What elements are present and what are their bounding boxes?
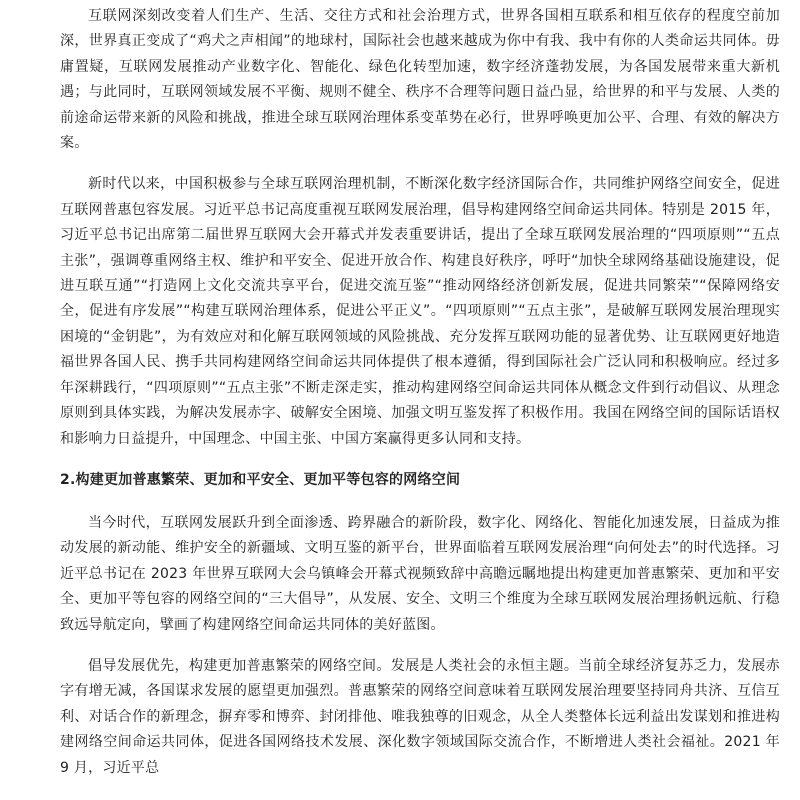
paragraph-development-priority: 倡导发展优先，构建更加普惠繁荣的网络空间。发展是人类社会的永恒主题。当前全球经济复苏乏力，发展赤字有增无减，各国谋求发展的愿望更加强烈。普惠繁荣的网络空间意味着互联网发展治理要坚持同舟共济、互信互利、对话合作的新理念，摒弃零和博弈、封闭排他、唯我独尊的旧观念，从全人类整体长远利益出发谋划和推进构建网络空间命运共同体，促进各国网络技术发展、深化数字领域国际交流合作，不断增进人类社会福祉。2021 年 9 月，习近平总 bbox=[60, 657, 780, 776]
section-heading: 2.构建更加普惠繁荣、更加和平安全、更加平等包容的网络空间 bbox=[60, 471, 461, 488]
document-page bbox=[60, 4, 780, 800]
paragraph-current-era: 当今时代，互联网发展跃升到全面渗透、跨界融合的新阶段，数字化、网络化、智能化加速发展，日益成为推动发展的新动能、维护安全的新疆域、文明互鉴的新平台，世界面临着互联网发展治理“向何处去”的时代选择。习近平总书记在 2023 年世界互联网大会乌镇峰会开幕式视频致辞中高瞻远瞩地提出构建更加普惠繁荣、更加和平安全、更加平等包容的网络空间的“三大倡导”，从发展、安全、文明三个维度为全球互联网发展治理扬帆远航、行稳致远导航定向，擘画了构建网络空间命运共同体的美好蓝图。 bbox=[60, 514, 780, 633]
paragraph-new-era-governance: 新时代以来，中国积极参与全球互联网治理机制，不断深化数字经济国际合作，共同维护网络空间安全，促进互联网普惠包容发展。习近平总书记高度重视互联网发展治理，倡导构建网络空间命运共同体。特别是 2015 年，习近平总书记出席第二届世界互联网大会开幕式并发表重要讲话，提出了全球互联网发展治理的“四项原则”“五点主张”，强调尊重网络主权、维护和平安全、促进开放合作、构建良好秩序，呼吁“加快全球网络基础设施建设，促进互联互通”“打造网上文化交流共享平台，促进交流互鉴”“推动网络经济创新发展，促进共同繁荣”“保障网络安全，促进有序发展”“构建互联网治理体系，促进公平正义”。“四项原则”“五点主张”，是破解互联网发展治理现实困境的“金钥匙”，为有效应对和化解互联网领域的风险挑战、充分发挥互联网功能的显著优势、让互联网更好地造福世界各国人民、携手共同构建网络空间命运共同体提供了根本遵循，得到国际社会广泛认同和积极响应。经过多年深耕践行，“四项原则”“五点主张”不断走深走实，推动构建网络空间命运共同体从概念文件到行动倡议、从理念原则到具体实践，为解决发展赤字、破解安全困境、加强文明互鉴发挥了积极作用。我国在网络空间的国际话语权和影响力日益提升，中国理念、中国主张、中国方案赢得更多认同和支持。 bbox=[60, 176, 780, 447]
paragraph-internet-impact: 互联网深刻改变着人们生产、生活、交往方式和社会治理方式，世界各国相互联系和相互依存的程度空前加深，世界真正变成了“鸡犬之声相闻”的地球村，国际社会也越来越成为你中有我、我中有你的人类命运共同体。毋庸置疑，互联网发展推动产业数字化、智能化、绿色化转型加速，数字经济蓬勃发展，为各国发展带来重大新机遇；与此同时，互联网领域发展不平衡、规则不健全、秩序不合理等问题日益凸显，给世界的和平与发展、人类的前途命运带来新的风险和挑战，推进全球互联网治理体系变革势在必行，世界呼唤更加公平、合理、有效的解决方案。 bbox=[60, 8, 780, 152]
